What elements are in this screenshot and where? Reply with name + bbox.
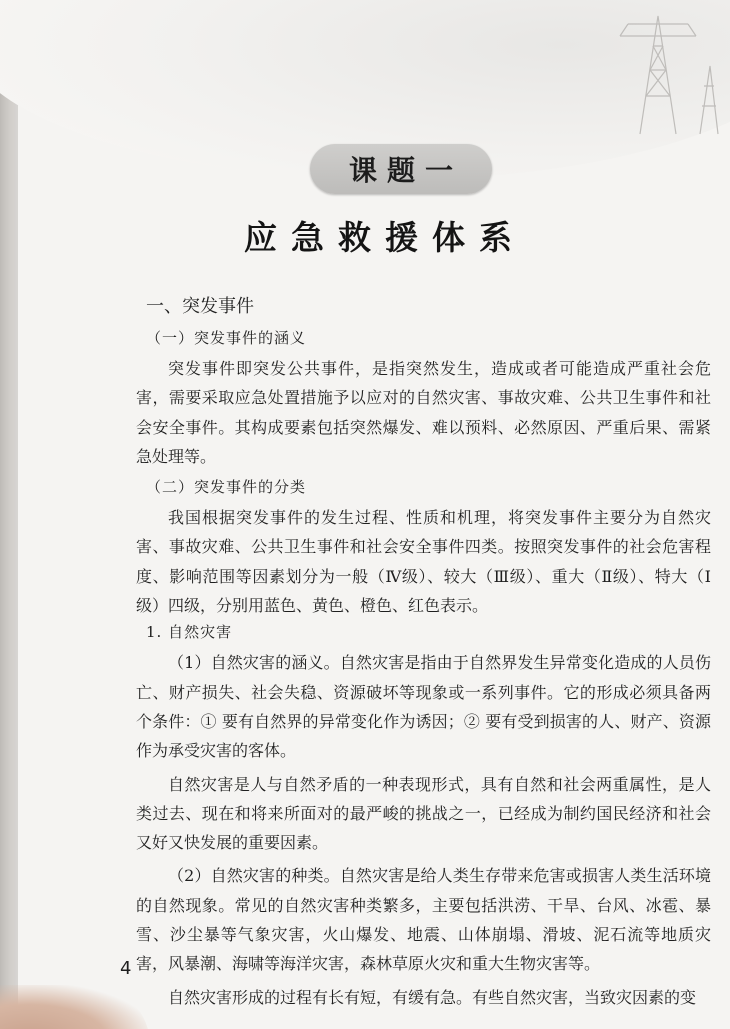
page-title: 应急救援体系 <box>244 218 526 257</box>
paragraph-natural-disaster-attributes: 自然灾害是人与自然矛盾的一种表现形式，具有自然和社会两重属性，是人类过去、现在和将来所面对的最严峻的挑战之一，已经成为制约国民经济和社会又好又快发展的重要因素。 <box>136 774 711 853</box>
paragraph-definition: 突发事件即突发公共事件，是指突然发生，造成或者可能造成严重社会危害，需要采取应急处置措施予以应对的自然灾害、事故灾难、公共卫生事件和社会安全事件。其构成要素包括突然爆发、难以预料、必然原因、严重后果、需紧急处理等。 <box>136 359 711 466</box>
section-heading: 一、突发事件 <box>146 296 254 317</box>
chapter-banner <box>310 144 492 194</box>
subsection-heading-definition: （一）突发事件的涵义 <box>146 329 307 347</box>
chapter-label: 课题一 <box>348 154 463 187</box>
page-number: 4 <box>120 958 132 979</box>
item-heading-natural-disaster: 1. 自然灾害 <box>146 623 233 642</box>
body-text <box>136 294 711 1012</box>
subsection-heading-classification: （二）突发事件的分类 <box>146 478 307 497</box>
paragraph-natural-disaster-process: 自然灾害形成的过程有长有短，有缓有急。有些自然灾害，当致灾因素的变 <box>168 987 697 1007</box>
paragraph-classification: 我国根据突发事件的发生过程、性质和机理，将突发事件主要分为自然灾害、事故灾难、公共卫生事件和社会安全事件四类。按照突发事件的社会危害程度、影响范围等因素划分为一般（Ⅳ级）、较大（Ⅲ级）、重大（Ⅱ级）、特大（Ⅰ级）四级，分别用蓝色、黄色、橙色、红色表示。 <box>136 508 711 616</box>
power-tower-illustration <box>600 6 720 136</box>
paragraph-natural-disaster-types: （2）自然灾害的种类。自然灾害是给人类生存带来危害或损害人类生活环境的自然现象。常见的自然灾害种类繁多，主要包括洪涝、干旱、台风、冰雹、暴雪、沙尘暴等气象灾害，火山爆发、地震、山体崩塌、滑坡、泥石流等地质灾害，风暴潮、海啸等海洋灾害，森林草原火灾和重大生物灾害等。 <box>136 866 711 974</box>
paragraph-natural-disaster-definition: （1）自然灾害的涵义。自然灾害是指由于自然界发生异常变化造成的人员伤亡、财产损失、社会失稳、资源破坏等现象或一系列事件。它的形成必须具备两个条件：① 要有自然界的异常变化作为诱因；② 要有受到损害的人、财产、资源作为承受灾害的客体。 <box>136 653 711 761</box>
